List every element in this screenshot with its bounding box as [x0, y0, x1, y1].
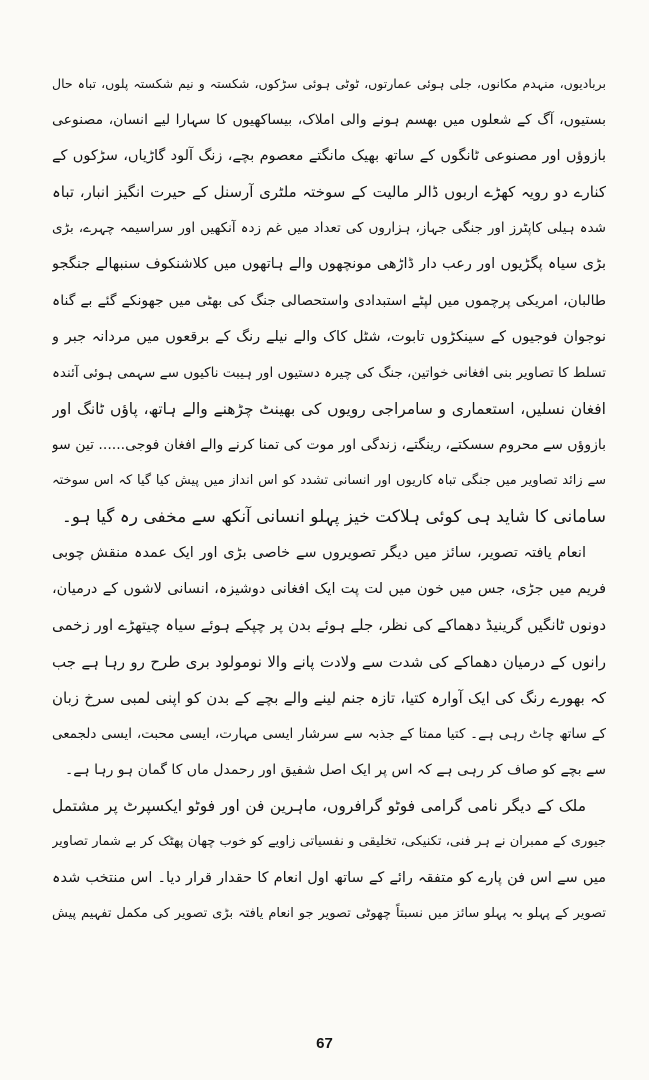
- text-line: طالبان، امریکی پرچموں میں لپٹے استبدادی واستحصالی جنگ کی بھٹی میں جھونکے گئے بے گناہ: [52, 292, 606, 309]
- text-line: دونوں ٹانگیں گرینیڈ دھماکے کی نظر، جلے ہوئے بدن پر چپکے ہوئے سیاہ چیتھڑے اور زخمی: [52, 616, 606, 635]
- page-number: 67: [316, 1035, 333, 1052]
- text-line: انعام یافتہ تصویر، سائز میں دیگر تصویروں سے خاصی بڑی اور ایک عمدہ منقش چوبی: [52, 545, 586, 562]
- text-line: سے بچے کو صاف کر رہی ہے کہ اس پر ایک اصل شفیق اور رحمدل ماں کا گمان ہو رہا ہے۔: [65, 761, 606, 778]
- text-line: تسلط کا تصاویر بنی افغانی خواتین، جنگ کی چیرہ دستیوں اور ہیبت ناکیوں سے سہمی ہوئی آئندہ: [52, 364, 606, 381]
- text-line: بازوؤں سے محروم سسکتے، رینگتے، زندگی اور موت کی تمنا کرنے والے افغان فوجی...... تین سو: [52, 436, 606, 453]
- text-line: ملک کے دیگر نامی گرامی فوٹو گرافروں، ماہرین فن اور فوٹو ایکسپرٹ پر مشتمل: [52, 796, 586, 815]
- text-line: سے زائد تصاویر میں جنگی تباہ کاریوں اور انسانی تشدد کو اس انداز میں پیش کیا گیا کہ اس سوختہ: [52, 473, 606, 489]
- text-line: کہ بھورے رنگ کی ایک آوارہ کتیا، تازہ جنم لینے والے بچے کے بدن کو اپنی لمبی سرخ زبان: [52, 688, 606, 707]
- text-line: تصویر کے پہلو بہ پہلو سائز میں نسبتاً چھوٹی تصویر جو انعام یافتہ بڑی تصویر کی مکمل تفہیم پیش: [52, 906, 606, 922]
- text-line: بڑی سیاہ پگڑیوں اور رعب دار ڈاڑھی مونچھوں والے ہاتھوں میں کلاشنکوف سنبھالے جنگجو: [52, 256, 606, 273]
- text-line: بربادیوں، منہدم مکانوں، جلی ہوئی عمارتوں، ٹوٹی ہوئی سڑکوں، شکستہ و نیم شکستہ پلوں، تباہ حال: [52, 76, 606, 91]
- text-line: جیوری کے ممبران نے ہر فنی، تکنیکی، تخلیقی و نفسیاتی زاویے کو خوب چھان پھٹک کر بے شمار تصاویر: [52, 833, 606, 849]
- body-text: [52, 66, 606, 932]
- text-line: بستیوں، آگ کے شعلوں میں بھسم ہونے والی املاک، بیساکھیوں کا سہارا لیے انسان، مصنوعی: [52, 112, 606, 129]
- text-line: رانوں کے درمیان دھماکے کی شدت سے ولادت پانے والا نومولود بری طرح رو رہا ہے جب: [52, 652, 606, 671]
- text-line: افغان نسلیں، استعماری و سامراجی رویوں کی بھینٹ چڑھنے والے ہاتھ، پاؤں ٹانگ اور: [52, 399, 606, 418]
- text-line: شدہ ہیلی کاپٹرز اور جنگی جہاز، ہزاروں کی تعداد میں غم زدہ آنکھیں اور سراسیمہ چہرے، بڑی: [52, 220, 606, 237]
- text-line: کنارے دو رویہ کھڑے اربوں ڈالر مالیت کے سوختہ ملٹری آرسنل کے حیرت انگیز انبار، تباہ: [52, 183, 606, 202]
- text-line: کے ساتھ چاٹ رہی ہے۔ کتیا ممتا کے جذبہ سے سرشار ایسی مہارت، ایسی محبت، ایسی دلجمعی: [52, 725, 606, 742]
- text-line: بازوؤں اور مصنوعی ٹانگوں کے ساتھ بھیک مانگتے معصوم بچے، زنگ آلود گاڑیاں، سڑکوں کے: [52, 148, 606, 165]
- text-line: فریم میں جڑی، جس میں خون میں لت پت ایک افغانی دوشیزہ، انسانی لاشوں کے درمیان،: [52, 581, 606, 598]
- text-line: سامانی کا شاید ہی کوئی ہلاکت خیز پہلو انسانی آنکھ سے مخفی رہ گیا ہو۔: [61, 507, 606, 528]
- text-line: میں سے اس فن پارے کو متفقہ رائے کے ساتھ اول انعام کا حقدار قرار دیا۔ اس منتخب شدہ: [52, 870, 606, 887]
- text-line: نوجوان فوجیوں کے سینکڑوں تابوت، شٹل کاک والے نیلے رنگ کے برقعوں میں مردانہ جبر و: [52, 328, 606, 345]
